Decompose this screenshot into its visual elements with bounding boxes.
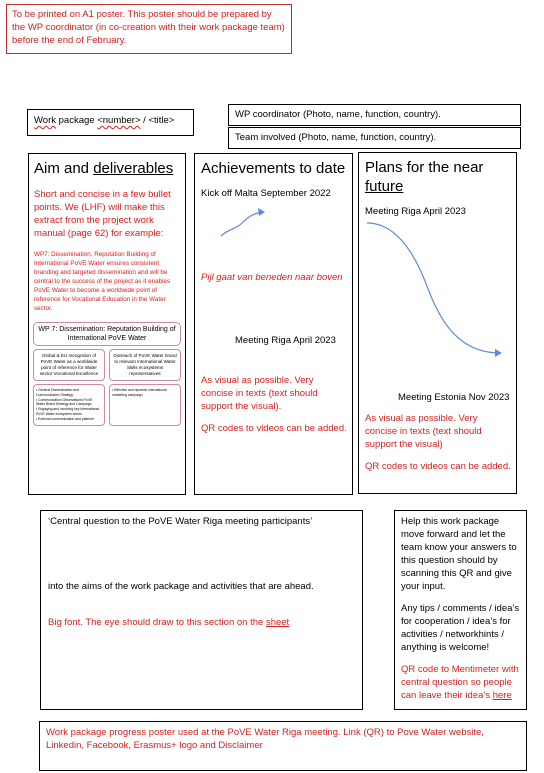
team-involved-box: [228, 127, 521, 149]
team-involved-text: Team involved (Photo, name, function, country).: [235, 132, 437, 143]
footer-text: Work package progress poster used at the PoVE Water Riga meeting. Link (QR) to Pove Water website, Linkedin, Facebook, Erasmus+ logo and Disclaimer: [46, 727, 484, 751]
footer-note: [39, 721, 527, 771]
print-instructions-note: [6, 4, 292, 54]
print-instructions-text: To be printed on A1 poster. This poster should be prepared by the WP coordinator (in co-creation with their work package team) before the end of February.: [12, 9, 285, 46]
achievements-visual-note: As visual as possible. Very concise in texts (text should support the visual).: [201, 375, 318, 412]
help-qr-a: QR code to Mentimeter with central question so people can leave their idea’s: [401, 664, 519, 701]
wp-coordinator-box: [228, 104, 521, 126]
aim-wp-text: WP7: Dissemination. Reputation Building of International PoVE Water ensures consistent branding and targeted dissemination and will be central to the success of the project as it enables PoVE Water to become a worldwide point of reference for Vocational Education in the Water sector.: [34, 251, 171, 312]
wp-coordinator-text: WP coordinator (Photo, name, function, country).: [235, 109, 441, 120]
central-question: ‘Central question to the PoVE Water Riga meeting participants’: [48, 516, 313, 527]
central-question-box: [40, 510, 363, 710]
aim-deliverables-column: [28, 153, 186, 495]
plans-title-a: Plans for the near: [365, 159, 484, 176]
plans-column: [358, 152, 517, 494]
extract-title: WP 7: Dissemination: Reputation Building of International PoVE Water: [33, 322, 181, 346]
achievements-title: Achievements to date: [201, 160, 346, 177]
plans-title: [365, 158, 510, 196]
extract-list-right: • Effective and dynamic international marketing campaign: [109, 384, 181, 426]
arrow-direction-note: Pijl gaat van beneden naar boven: [201, 272, 343, 283]
extract-list-left: • General Dissemination and Communication Strategy • Communication Observations PoVE Water Brand Strategy and Campaign • Engaging and involving key International PoVE Water ecosystem actors • External communication and platform: [33, 384, 105, 426]
plans-visual-note: As visual as possible. Very concise in texts (text should support the visual): [365, 413, 482, 450]
plan-riga: Meeting Riga April 2023: [365, 206, 466, 217]
aim-title: [34, 159, 180, 178]
aim-intro: Short and concise in a few bullet points. We (LHF) will make this extract from the project work manual (page 62) for example:: [34, 189, 171, 239]
help-qr-link[interactable]: here: [492, 690, 512, 701]
wp-sep: /: [140, 115, 149, 126]
central-font-note-a: Big font. The eye should draw to this section on the: [48, 617, 266, 628]
plans-title-b: future: [365, 178, 404, 195]
achievements-column: [194, 153, 353, 495]
achievement-riga: Meeting Riga April 2023: [235, 335, 336, 346]
extract-cell-global: Global & EU recognition of PoVE Water as a worldwide point of reference for Water sector Vocational Excellence: [33, 349, 105, 381]
plan-estonia: Meeting Estonia Nov 2023: [398, 392, 510, 403]
central-font-note: [48, 616, 355, 629]
achievements-qr-note: QR codes to videos can be added.: [201, 423, 347, 434]
aim-title-b: deliverables: [93, 160, 174, 177]
achievement-kickoff: Kick off Malta September 2022: [201, 188, 331, 199]
wp-middle: package: [56, 115, 98, 126]
wp-number: <number>: [97, 115, 141, 126]
aim-title-a: Aim and: [34, 160, 94, 177]
upward-arrow-icon: [217, 204, 269, 240]
help-tips: Any tips / comments / idea’s for cooperation / idea’s for activities / networkhints / anything is welcome!: [401, 603, 520, 653]
help-box: [394, 510, 527, 710]
downward-arrow-icon: [365, 221, 505, 359]
plans-qr-note: QR codes to videos can be added.: [365, 461, 511, 472]
central-aims-text: into the aims of the work package and activities that are ahead.: [48, 581, 314, 592]
central-font-note-b: sheet: [265, 617, 290, 628]
help-qr-note: [401, 663, 520, 702]
help-intro: Help this work package move forward and let the team know your answers to this question should by scanning this QR and give your input.: [401, 516, 517, 592]
work-package-title-box: [27, 109, 194, 136]
wp-title: <title>: [148, 115, 175, 126]
extract-cell-outreach: Outreach of PoVE Water brand to relevant International Water Skills ecosystems representatives: [109, 349, 181, 381]
wp-prefix: Work: [34, 115, 56, 126]
work-manual-extract: [33, 322, 181, 421]
